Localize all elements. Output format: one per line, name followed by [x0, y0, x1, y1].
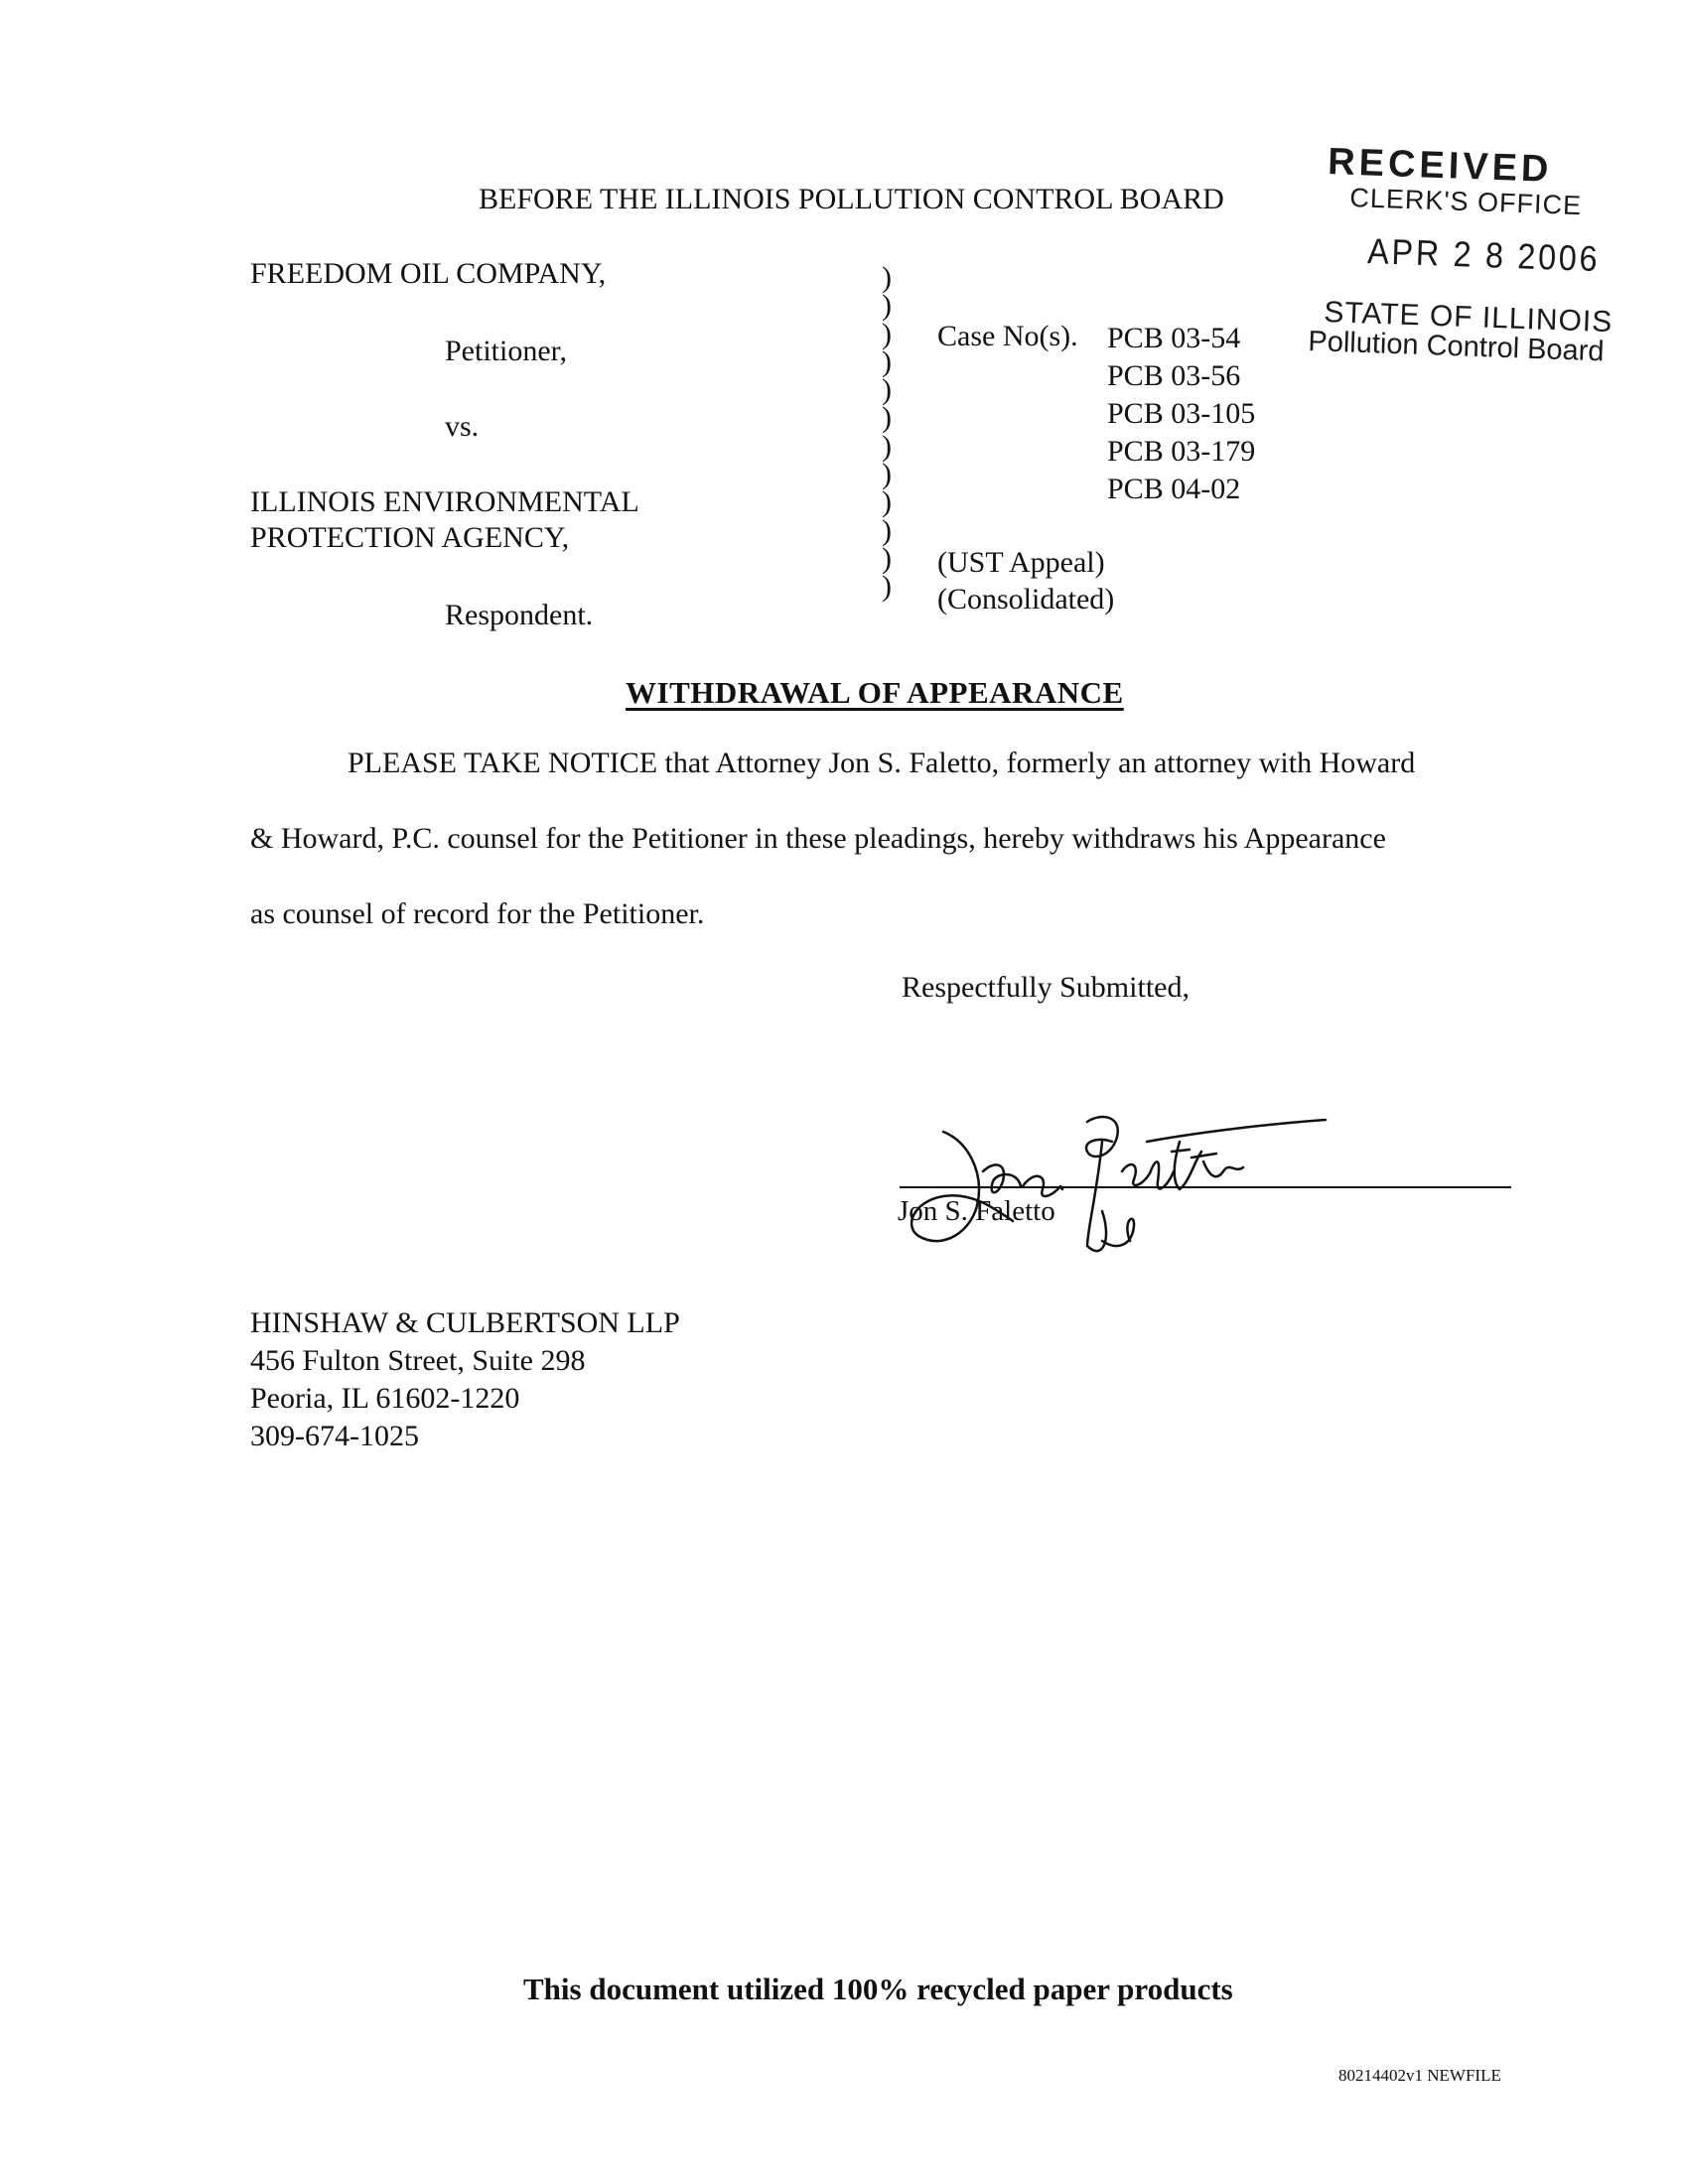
appeal-type: (UST Appeal) [937, 546, 1105, 579]
firm-address-block [250, 1304, 680, 1455]
case-number: PCB 04-02 [1107, 473, 1241, 505]
respondent-role: Respondent. [445, 599, 594, 631]
firm-street: 456 Fulton Street, Suite 298 [250, 1344, 586, 1377]
petitioner-role: Petitioner, [445, 335, 567, 367]
firm-city: Peoria, IL 61602-1220 [250, 1382, 520, 1415]
case-number: PCB 03-54 [1107, 322, 1241, 354]
stamp-state: STATE OF ILLINOIS [1323, 296, 1614, 340]
body-line: as counsel of record for the Petitioner. [250, 897, 705, 930]
petitioner-name: FREEDOM OIL COMPANY, [250, 257, 607, 290]
handwritten-signature [874, 1102, 1331, 1261]
stamp-received: RECEIVED [1327, 141, 1554, 191]
stamp-clerks-office: CLERK'S OFFICE [1348, 183, 1583, 221]
case-number: PCB 03-179 [1107, 435, 1256, 468]
signature-line [900, 1186, 1511, 1188]
caption-parentheses: ) ) ) ) ) ) ) ) ) ) ) ) [882, 261, 892, 604]
recycled-paper-note: This document utilized 100% recycled paper products [523, 1972, 1233, 2006]
respondent-name-line1: ILLINOIS ENVIRONMENTAL [250, 485, 639, 518]
closing: Respectfully Submitted, [902, 971, 1190, 1004]
consolidated-label: (Consolidated) [937, 583, 1115, 615]
case-label: Case No(s). [937, 320, 1078, 352]
respondent-name-line2: PROTECTION AGENCY, [250, 521, 570, 554]
stamp-date: APR 2 8 2006 [1366, 230, 1601, 280]
stamp-board: Pollution Control Board [1307, 326, 1606, 368]
case-number: PCB 03-56 [1107, 359, 1241, 392]
document-title: WITHDRAWAL OF APPEARANCE [626, 675, 1124, 710]
firm-phone: 309-674-1025 [250, 1420, 419, 1452]
case-number: PCB 03-105 [1107, 397, 1256, 430]
body-line: PLEASE TAKE NOTICE that Attorney Jon S. Faletto, formerly an attorney with Howard [348, 747, 1416, 779]
body-line: & Howard, P.C. counsel for the Petitioner in these pleadings, hereby withdraws his Appearance [250, 822, 1386, 855]
firm-name: HINSHAW & CULBERTSON LLP [250, 1306, 680, 1339]
case-number-list [1107, 320, 1255, 508]
signer-name: Jon S. Faletto [898, 1195, 1055, 1227]
appeal-type-block [937, 544, 1114, 617]
document-id: 80214402v1 NEWFILE [1338, 2066, 1501, 2085]
board-heading: BEFORE THE ILLINOIS POLLUTION CONTROL BOARD [479, 183, 1224, 215]
versus: vs. [445, 410, 480, 443]
